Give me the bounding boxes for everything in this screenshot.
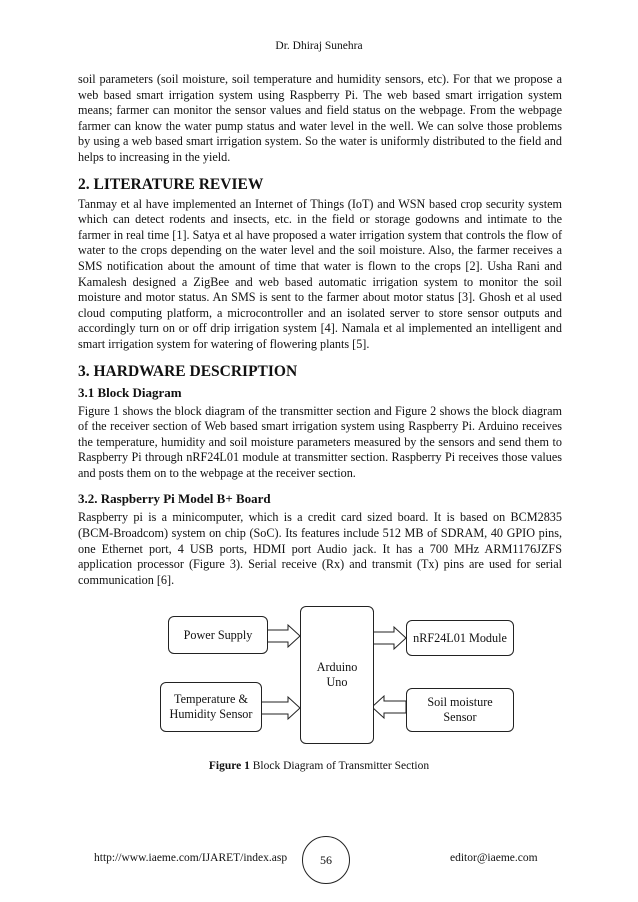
arrow-soil-to-arduino [372,696,406,718]
nrf24l01-label: nRF24L01 Module [413,630,507,645]
temperature-humidity-label-line2: Humidity Sensor [169,707,253,721]
footer-url-link[interactable]: http://www.iaeme.com/IJARET/index.asp [94,852,288,864]
soil-moisture-sensor-block [406,688,514,732]
page-body [78,72,562,588]
arduino-label-line2: Uno [326,675,348,689]
page-number [302,836,350,884]
arrow-arduino-to-nrf [372,627,406,649]
arduino-label-line1: Arduino [316,660,358,674]
block-diagram-paragraph: Figure 1 shows the block diagram of the transmitter section and Figure 2 shows the block diagram of the receiver section of Web based smart irrigation system using Raspberry Pi. Arduino receives the temperature, humidity and soil moisture parameters measured by the sensors and send them to Raspberry Pi through nRF24L01 module at transmitter section. Raspberry Pi receives those values and posts them on to the webpage at the receiver section. [78,403,562,480]
figure-caption-text: Block Diagram of Transmitter Section [249,760,430,772]
arduino-uno-block [300,606,374,744]
section-2-heading: 2. LITERATURE REVIEW [78,175,264,193]
subsection-3-1-heading: 3.1 Block Diagram [78,384,182,400]
temperature-humidity-label-line1: Temperature & [174,692,248,706]
raspberry-pi-paragraph: Raspberry pi is a minicomputer, which is a credit card sized board. It is based on BCM2835 (BCM-Broadcom) system on chip (SoC). Its features include 512 MB of SDRAM, 40 GPIO pins, one Ethernet port, 4 USB ports, HDMI port Audio jack. It has a 700 MHz ARM1176JZFS application processor (Figure 3). Serial receive (Rx) and transmit (Tx) pins are used for serial communication [6]. [78,510,562,587]
literature-review-paragraph: Tanmay et al have implemented an Internet of Things (IoT) and WSN based crop security system which can detect rodents and insects, etc. in the field or storage godowns and intimate to the farmer in real time [1]. Satya et al have proposed a water irrigation system that controls the flow of water to the crops depending on the water level and the soil moisture. Also, the farmer receives a SMS notification about the amount of time that water is flown to the crops [2]. Usha Rani and Kamalesh designed a ZigBee and web based automatic irrigation system to monitor the soil moisture and motor status. An SMS is sent to the farmer about motor status [3]. Ghosh et al used cloud computing platform, a microcontroller and an isolated server to store sensor outputs and accordingly turn on or off drip irrigation system [4]. Namala et al implemented an intelligent and smart irrigation system for watering of flowering plants [5]. [78,196,562,351]
section-3-heading: 3. HARDWARE DESCRIPTION [78,362,298,380]
page-number-value: 56 [320,852,332,867]
running-header: Dr. Dhiraj Sunehra [275,40,363,52]
arrow-temp-to-arduino [260,697,300,719]
power-supply-block [168,616,268,654]
soil-moisture-label-line2: Sensor [443,710,477,724]
figure-caption-label: Figure 1 [208,760,250,772]
footer-email-link[interactable]: editor@iaeme.com [450,852,538,864]
soil-moisture-label-line1: Soil moisture [427,695,493,709]
power-supply-label: Power Supply [183,627,253,642]
figure-caption [0,760,638,772]
intro-paragraph: soil parameters (soil moisture, soil temperature and humidity sensors, etc). For that we propose a web based smart irrigation system using Raspberry Pi. The web based smart irrigation system means; farmer can monitor the sensor values and field status on the webpage. From the webpage farmer can know the water pump status and water level in the well. We can solve those problems by using a web based smart irrigation system. So the water is uniformly distributed to the field and helps to increasing in the yield. [78,72,562,164]
temperature-humidity-sensor-block [160,682,262,732]
subsection-3-2-heading: 3.2. Raspberry Pi Model B+ Board [78,491,271,507]
arrow-power-to-arduino [267,625,300,647]
nrf24l01-module-block [406,620,514,656]
